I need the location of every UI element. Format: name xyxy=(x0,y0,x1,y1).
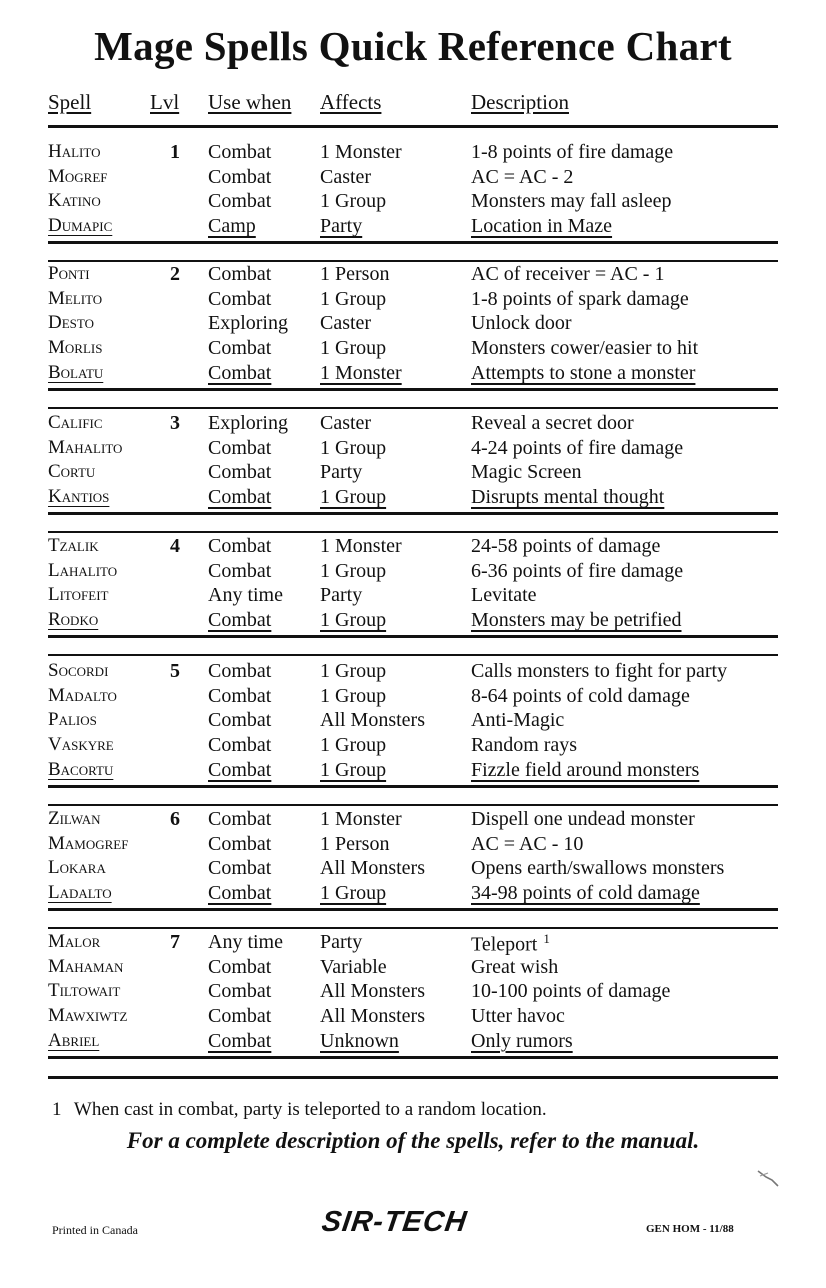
spell-affects: 1 Group xyxy=(320,436,387,459)
spell-use-when: Combat xyxy=(208,1029,272,1052)
spell-use-when: Combat xyxy=(208,832,272,855)
spell-description: Utter havoc xyxy=(471,1005,565,1028)
spell-use-when: Combat xyxy=(208,287,272,310)
spell-row xyxy=(0,980,826,1005)
spell-affects: Unknown xyxy=(320,1029,399,1052)
spell-affects: 1 Person xyxy=(320,832,390,855)
spell-description: 6-36 points of fire damage xyxy=(471,559,684,582)
spell-use-when: Exploring xyxy=(208,312,288,335)
spell-description: Opens earth/swallows monsters xyxy=(471,857,725,880)
manual-note: For a complete description of the spells, refer to the manual. xyxy=(126,1128,700,1153)
spell-level: 7 xyxy=(170,931,180,953)
spell-description: Fizzle field around monsters xyxy=(471,758,700,781)
spell-affects: All Monsters xyxy=(320,1005,425,1028)
footnote-number: 1 xyxy=(52,1099,62,1120)
spell-description: Disrupts mental thought xyxy=(471,486,665,509)
spell-name: Cortu xyxy=(48,461,96,483)
spell-affects: Party xyxy=(320,461,363,484)
spell-use-when: Combat xyxy=(208,461,272,484)
spell-row xyxy=(0,709,826,734)
spell-affects: Caster xyxy=(320,165,372,188)
spell-affects: 1 Group xyxy=(320,486,387,509)
spell-name: Vaskyre xyxy=(48,734,114,756)
spell-description: Great wish xyxy=(471,955,559,978)
spell-affects: 1 Group xyxy=(320,758,387,781)
spell-affects: 1 Group xyxy=(320,660,387,682)
spell-name: Abriel xyxy=(48,1029,100,1051)
footnote-marker: 1 xyxy=(543,931,550,946)
print-code: GEN HOM - 11/88 xyxy=(646,1223,734,1235)
spell-row xyxy=(0,857,826,882)
spell-use-when: Combat xyxy=(208,1005,272,1028)
spell-affects: 1 Group xyxy=(320,882,387,905)
spell-row xyxy=(0,560,826,585)
spell-description: Anti-Magic xyxy=(471,709,565,732)
header-affects: Affects xyxy=(320,90,382,114)
spell-name: Calific xyxy=(48,412,103,433)
spell-description: Calls monsters to fight for party xyxy=(471,660,728,682)
spell-row xyxy=(0,882,826,907)
spell-use-when: Combat xyxy=(208,436,272,459)
spell-name: Palios xyxy=(48,709,97,731)
spell-row xyxy=(0,190,826,215)
spell-name: Mogref xyxy=(48,165,108,187)
spell-name: Lahalito xyxy=(48,559,118,581)
spell-use-when: Combat xyxy=(208,955,272,978)
spell-name: Melito xyxy=(48,287,103,309)
spell-level: 4 xyxy=(170,535,180,557)
spell-name: Tiltowait xyxy=(48,980,121,1002)
spell-row xyxy=(0,660,826,685)
section-top-rule xyxy=(48,407,778,409)
spell-name: Tzalik xyxy=(48,535,99,556)
spell-name: Morlis xyxy=(48,337,103,359)
spell-description: AC = AC - 2 xyxy=(471,165,574,188)
spell-description: Random rays xyxy=(471,734,578,757)
spell-name: Desto xyxy=(48,312,94,334)
spell-row xyxy=(0,609,826,634)
spell-row xyxy=(0,337,826,362)
spell-name: Socordi xyxy=(48,660,109,681)
spell-name: Dumapic xyxy=(48,215,113,237)
spell-use-when: Combat xyxy=(208,165,272,188)
section-bottom-rule xyxy=(48,241,778,244)
section-bottom-rule xyxy=(48,512,778,515)
spell-row xyxy=(0,584,826,609)
spell-level: 2 xyxy=(170,263,180,285)
spell-affects: Party xyxy=(320,215,363,238)
spell-description: 34-98 points of cold damage xyxy=(471,882,700,905)
spell-description: AC = AC - 10 xyxy=(471,832,584,855)
spell-name: Madalto xyxy=(48,684,117,706)
spell-level: 3 xyxy=(170,412,180,434)
spell-affects: All Monsters xyxy=(320,709,425,732)
spell-use-when: Any time xyxy=(208,584,283,607)
spell-affects: Variable xyxy=(320,955,387,978)
section-bottom-rule xyxy=(48,635,778,638)
spell-description: Magic Screen xyxy=(471,461,582,484)
spell-level: 1 xyxy=(170,141,180,163)
spell-use-when: Combat xyxy=(208,141,272,163)
section-top-rule xyxy=(48,531,778,533)
description-with-note xyxy=(471,931,550,957)
spell-row xyxy=(0,288,826,313)
spell-description: Attempts to stone a monster xyxy=(471,361,696,384)
spell-name: Malor xyxy=(48,931,101,952)
spell-row xyxy=(0,215,826,240)
spell-use-when: Combat xyxy=(208,190,272,213)
spell-row xyxy=(0,362,826,387)
spell-use-when: Exploring xyxy=(208,412,288,434)
spell-use-when: Combat xyxy=(208,684,272,707)
spell-description: Unlock door xyxy=(471,312,572,335)
spell-row xyxy=(0,461,826,486)
spell-name: Bacortu xyxy=(48,758,114,780)
spell-name: Mahalito xyxy=(48,436,123,458)
spell-affects: 1 Group xyxy=(320,190,387,213)
spell-description: 8-64 points of cold damage xyxy=(471,684,690,707)
sir-tech-logo: SIR-TECH xyxy=(319,1206,470,1238)
spell-name: Halito xyxy=(48,141,101,162)
spell-use-when: Combat xyxy=(208,709,272,732)
spell-row xyxy=(0,685,826,710)
spell-use-when: Combat xyxy=(208,758,272,781)
spell-affects: 1 Group xyxy=(320,734,387,757)
spell-name: Ponti xyxy=(48,263,90,284)
spell-row xyxy=(0,166,826,191)
spell-row xyxy=(0,734,826,759)
spell-affects: Caster xyxy=(320,312,372,335)
spell-description: Reveal a secret door xyxy=(471,412,634,434)
spell-name: Mawxiwtz xyxy=(48,1005,128,1027)
spell-use-when: Combat xyxy=(208,734,272,757)
header-description: Description xyxy=(471,90,569,114)
spell-description: 1-8 points of fire damage xyxy=(471,141,674,163)
spell-description: 4-24 points of fire damage xyxy=(471,436,684,459)
spell-description: Location in Maze xyxy=(471,215,613,238)
header-lvl: Lvl xyxy=(150,90,180,114)
spell-name: Lokara xyxy=(48,857,106,879)
spell-affects: 1 Monster xyxy=(320,535,402,557)
spell-name: Bolatu xyxy=(48,361,104,383)
spell-description: 1-8 points of spark damage xyxy=(471,287,689,310)
section-top-rule xyxy=(48,804,778,806)
spell-description: Monsters may fall asleep xyxy=(471,190,672,213)
page-title: Mage Spells Quick Reference Chart xyxy=(94,23,732,69)
spell-affects: Caster xyxy=(320,412,372,434)
spell-name: Zilwan xyxy=(48,808,101,829)
spell-description: Only rumors xyxy=(471,1029,573,1052)
spell-name: Mahaman xyxy=(48,955,124,977)
spell-description: Teleport xyxy=(471,933,538,956)
spell-affects: 1 Group xyxy=(320,609,387,632)
spell-affects: 1 Group xyxy=(320,337,387,360)
spell-name: Ladalto xyxy=(48,882,112,904)
spell-name: Katino xyxy=(48,190,101,212)
printed-in: Printed in Canada xyxy=(52,1223,138,1237)
spell-name: Rodko xyxy=(48,609,99,631)
spell-name: Kantios xyxy=(48,486,110,508)
spell-description: Levitate xyxy=(471,584,537,607)
spell-use-when: Combat xyxy=(208,361,272,384)
spell-row xyxy=(0,437,826,462)
section-top-rule xyxy=(48,927,778,929)
spell-use-when: Combat xyxy=(208,559,272,582)
spell-description: Dispell one undead monster xyxy=(471,808,695,830)
section-bottom-rule xyxy=(48,388,778,391)
spell-row xyxy=(0,956,826,981)
section-bottom-rule xyxy=(48,785,778,788)
spell-affects: 1 Monster xyxy=(320,141,402,163)
pencil-mark-icon xyxy=(756,1168,782,1188)
spell-row xyxy=(0,1005,826,1030)
spell-use-when: Combat xyxy=(208,337,272,360)
spell-row xyxy=(0,263,826,288)
spell-row xyxy=(0,833,826,858)
spell-use-when: Combat xyxy=(208,486,272,509)
section-bottom-rule xyxy=(48,1056,778,1059)
spell-affects: 1 Monster xyxy=(320,808,402,830)
spell-description: Monsters cower/easier to hit xyxy=(471,337,699,360)
footnote xyxy=(52,1099,547,1121)
header-spell: Spell xyxy=(48,90,92,114)
spell-use-when: Combat xyxy=(208,980,272,1003)
section-bottom-rule xyxy=(48,908,778,911)
spell-use-when: Combat xyxy=(208,535,272,557)
spell-row xyxy=(0,486,826,511)
header-use-when: Use when xyxy=(208,90,292,114)
spell-row xyxy=(0,535,826,560)
spell-row xyxy=(0,759,826,784)
spell-description: Monsters may be petrified xyxy=(471,609,682,632)
spell-row xyxy=(0,312,826,337)
spell-level: 5 xyxy=(170,660,180,682)
spell-affects: All Monsters xyxy=(320,857,425,880)
spell-use-when: Combat xyxy=(208,609,272,632)
spell-affects: 1 Group xyxy=(320,559,387,582)
spell-row xyxy=(0,1030,826,1055)
spell-use-when: Camp xyxy=(208,215,256,238)
spell-affects: 1 Group xyxy=(320,287,387,310)
spell-row xyxy=(0,412,826,437)
spell-description: 10-100 points of damage xyxy=(471,980,671,1003)
spell-description: 24-58 points of damage xyxy=(471,535,661,557)
spell-name: Litofeit xyxy=(48,584,109,606)
spell-row xyxy=(0,808,826,833)
header-rule xyxy=(48,125,778,128)
spell-use-when: Combat xyxy=(208,882,272,905)
spell-affects: 1 Monster xyxy=(320,361,402,384)
spell-use-when: Combat xyxy=(208,857,272,880)
spell-affects: All Monsters xyxy=(320,980,425,1003)
table-end-rule xyxy=(48,1076,778,1079)
footnote-text: When cast in combat, party is teleported to a random location. xyxy=(73,1099,547,1120)
spell-name: Mamogref xyxy=(48,832,129,854)
section-top-rule xyxy=(48,260,778,262)
section-top-rule xyxy=(48,654,778,656)
spell-row xyxy=(0,931,826,956)
spell-use-when: Any time xyxy=(208,931,283,953)
spell-affects: Party xyxy=(320,931,363,953)
spell-row xyxy=(0,141,826,166)
spell-use-when: Combat xyxy=(208,808,272,830)
spell-level: 6 xyxy=(170,808,180,830)
spell-affects: 1 Group xyxy=(320,684,387,707)
spell-use-when: Combat xyxy=(208,660,272,682)
spell-affects: 1 Person xyxy=(320,263,390,285)
spell-use-when: Combat xyxy=(208,263,272,285)
spell-affects: Party xyxy=(320,584,363,607)
spell-description: AC of receiver = AC - 1 xyxy=(471,263,665,285)
